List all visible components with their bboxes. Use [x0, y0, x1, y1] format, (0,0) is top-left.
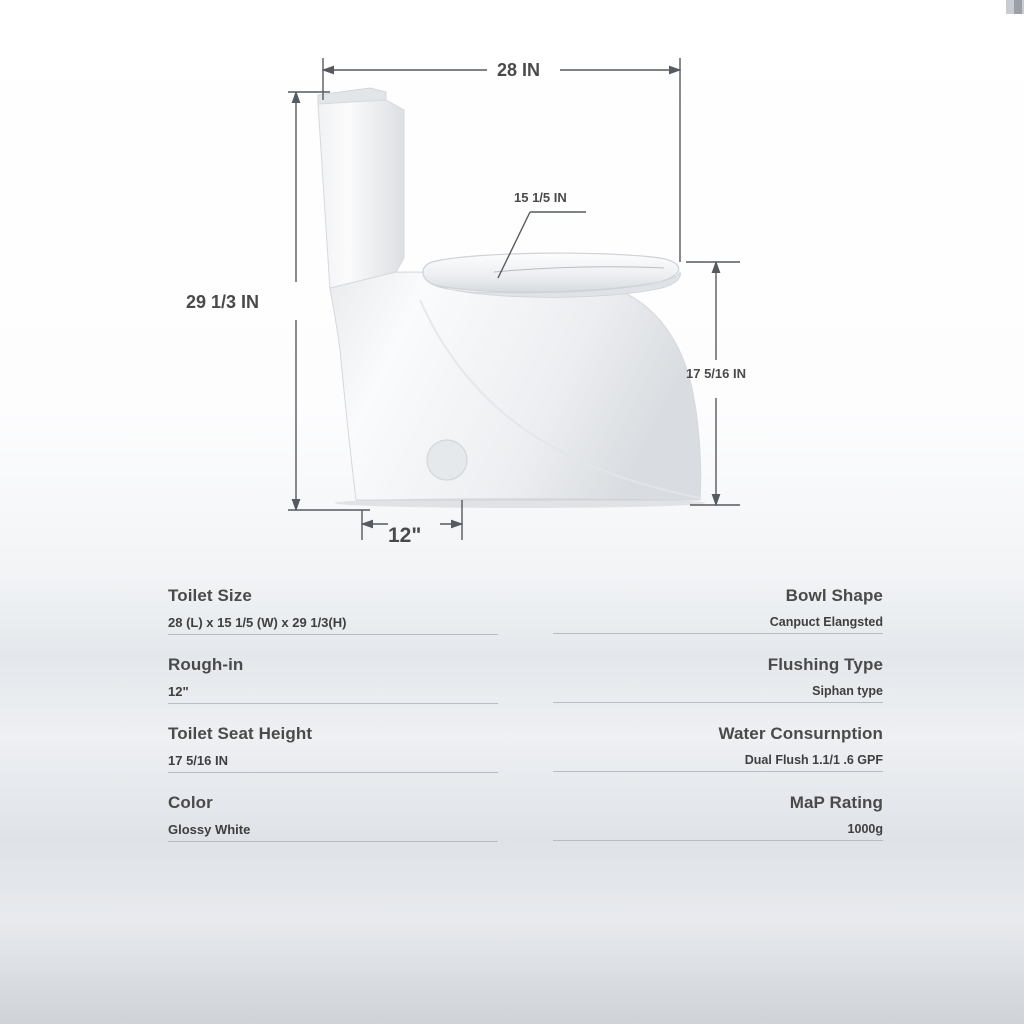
spec-value: Dual Flush 1.1/1 .6 GPF	[553, 753, 883, 772]
spec-row	[168, 655, 883, 704]
spec-cell-color	[168, 793, 498, 842]
spec-row	[168, 793, 883, 842]
spec-title: MaP Rating	[789, 793, 883, 812]
spec-cell-water-consumption	[553, 724, 883, 773]
dimension-label-rough-in: 12"	[388, 524, 422, 547]
spec-value: Canpuct Elangsted	[553, 615, 883, 634]
spec-cell-map-rating	[553, 793, 883, 842]
spec-title: Color	[168, 793, 213, 812]
spec-title: Flushing Type	[767, 655, 883, 674]
spec-title: Toilet Seat Height	[168, 724, 313, 743]
toilet-illustration	[318, 88, 705, 508]
spec-cell-rough-in	[168, 655, 498, 704]
dimension-label-width: 28 IN	[497, 60, 541, 80]
dimension-label-height: 29 1/3 IN	[186, 292, 260, 312]
spec-title: Rough-in	[168, 655, 244, 674]
spec-value: Glossy White	[168, 822, 498, 842]
spec-cell-toilet-size	[168, 586, 498, 635]
spec-cell-flushing-type	[553, 655, 883, 704]
spec-cell-seat-height	[168, 724, 498, 773]
spec-value: 1000g	[553, 822, 883, 841]
dimension-label-bowl-width: 15 1/5 IN	[514, 190, 567, 205]
dimension-label-seat-height: 17 5/16 IN	[686, 366, 746, 381]
spec-row	[168, 586, 883, 635]
spec-row	[168, 724, 883, 773]
spec-title: Bowl Shape	[785, 586, 883, 605]
spec-title: Water Consurnption	[718, 724, 883, 743]
spec-cell-bowl-shape	[553, 586, 883, 635]
spec-value: Siphan type	[553, 684, 883, 703]
spec-value: 28 (L) x 15 1/5 (W) x 29 1/3(H)	[168, 615, 498, 635]
spec-value: 17 5/16 IN	[168, 753, 498, 773]
spec-title: Toilet Size	[168, 586, 252, 605]
specification-table	[168, 586, 883, 862]
spec-value: 12"	[168, 684, 498, 704]
